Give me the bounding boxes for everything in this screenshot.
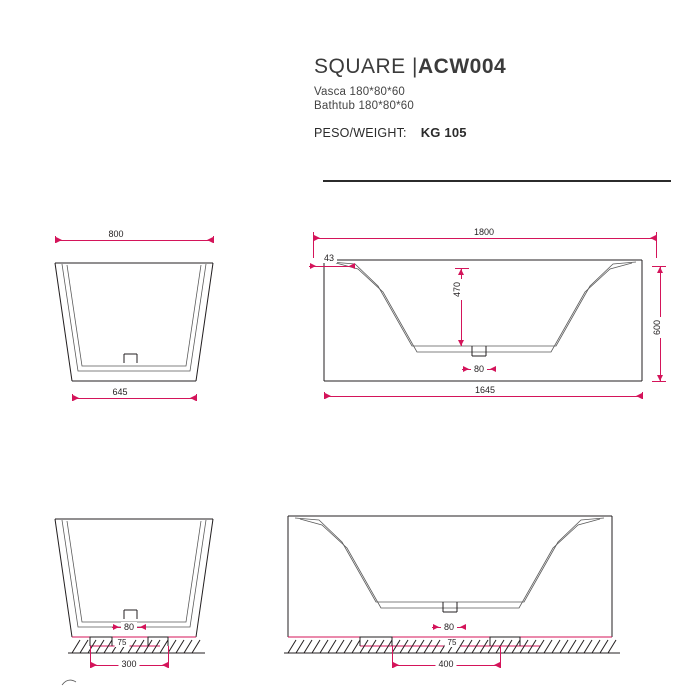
dimarrow: [349, 263, 355, 269]
dimlabel-inner-height: 470: [452, 279, 462, 300]
dimarrow: [494, 662, 500, 668]
dimarrow: [310, 263, 316, 269]
dimlabel-offset: 43: [321, 253, 337, 263]
dimlabel-plinth-width-bl: 300: [118, 659, 139, 669]
dimlabel-length: 1800: [471, 227, 497, 237]
dimext: [168, 646, 169, 668]
weight-value: KG 105: [420, 125, 467, 140]
dimarrow: [458, 340, 464, 346]
dimtick: [642, 392, 643, 399]
weight-label: PESO/WEIGHT:: [314, 126, 407, 140]
dimlabel-plinth-height-bl: 75: [115, 638, 130, 647]
dimlabel-drain-br: 80: [441, 622, 457, 632]
dimarrow: [162, 662, 168, 668]
dimext: [656, 232, 657, 258]
dimarrow: [657, 267, 663, 273]
dimline-1645: [324, 396, 642, 397]
dimext: [652, 381, 666, 382]
dimlabel-width-top: 800: [105, 229, 126, 239]
dimtick: [213, 236, 214, 243]
dimarrow: [636, 393, 642, 399]
dimarrow: [314, 235, 320, 241]
dimlabel-plinth-width-br: 400: [435, 659, 456, 669]
dimlabel-plinth-height-br: 75: [445, 638, 460, 647]
dimarrow: [458, 269, 464, 275]
dimarrow: [433, 624, 439, 630]
title-separator: |: [412, 55, 418, 78]
title-main: SQUARE: [314, 55, 406, 78]
dimarrow: [56, 237, 62, 243]
dimlabel-base-length: 1645: [472, 385, 498, 395]
view-top-left: [55, 263, 213, 381]
dimarrow: [460, 624, 466, 630]
dimline-800: [55, 240, 213, 241]
view-top-right: [324, 260, 642, 381]
subtitle-english: Bathtub 180*80*60: [314, 100, 414, 112]
dimarrow: [463, 366, 469, 372]
dimlabel-width-bottom: 645: [109, 387, 130, 397]
dimarrow: [657, 375, 663, 381]
dimarrow: [207, 237, 213, 243]
dimarrow: [73, 395, 79, 401]
dimlabel-drain-bl: 80: [121, 622, 137, 632]
dimarrow: [490, 366, 496, 372]
dimarrow: [325, 393, 331, 399]
subtitle-italian: Vasca 180*80*60: [314, 86, 406, 98]
dimarrow: [190, 395, 196, 401]
dimlabel-overall-height: 600: [652, 317, 662, 338]
dimarrow: [140, 624, 146, 630]
view-bottom-right: [284, 516, 620, 653]
dimarrow: [91, 662, 97, 668]
dimext: [500, 646, 501, 668]
dimlabel-drain: 80: [471, 364, 487, 374]
dimline-645: [72, 398, 196, 399]
title-code: ACW004: [418, 55, 507, 78]
dimarrow: [113, 624, 119, 630]
dimarrow: [393, 662, 399, 668]
dimtick: [196, 394, 197, 401]
dimarrow: [650, 235, 656, 241]
dimline-1800: [313, 238, 656, 239]
